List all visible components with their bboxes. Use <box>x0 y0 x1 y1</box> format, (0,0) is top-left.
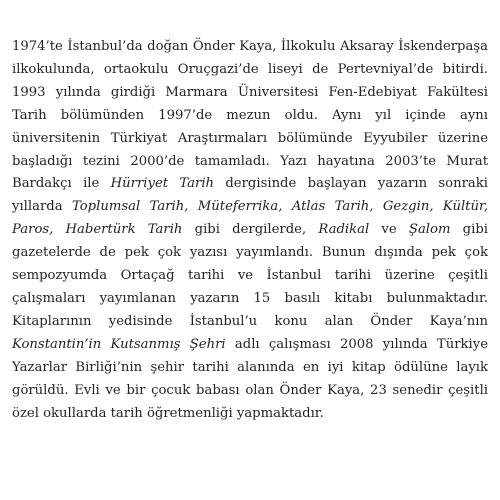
author-biography <box>12 36 488 425</box>
newspaper-title-salom: Şalom <box>408 222 451 238</box>
magazine-titles: Toplumsal Tarih, Müteferrika, Atlas Tarih, Gezgin, Kültür, Paros, Habertürk Tarih <box>12 199 489 238</box>
bio-text: dergisinde başlayan yazarın sonraki yıllarda <box>12 176 488 215</box>
bio-text: gibi gazetelerde de pek çok yazısı yayımlandı. Bunun dışında pek çok sempozyumda Ortaçağ tarihi ve İstanbul tarihi üzerine çeşitli çalışmaları yayımlanan yazarın 15 basılı kitabı bulunmaktadır. Kitaplarının yedisinde İstanbul’u konu alan Önder Kaya’nın <box>12 222 489 329</box>
magazine-title-hurriyet-tarih: Hürriyet Tarih <box>110 176 215 192</box>
bio-text: adlı çalışması 2008 yılında Türkiye Yazarlar Birliği’nin şehir tarihi alanında en iyi kitap ödülüne layık görüldü. Evli ve bir çocuk babası olan Önder Kaya, 23 senedir çeşitli özel okullarda tarih öğretmenliği yapmaktadır. <box>12 336 488 421</box>
book-title: Konstantin’in Kutsanmış Şehri <box>12 336 226 352</box>
bio-text: 1974’te İstanbul’da doğan Önder Kaya, İlkokulu Aksaray İskenderpaşa ilkokulunda, ortaokulu Oruçgazi’de liseyi de Pertevniyal’de bitirdi. 1993 yılında girdiği Marmara Üniversitesi Fen-Edebiyat Fakültesi Tarih bölümünden 1997’de mezun oldu. Aynı yıl içinde aynı üniversitenin Türkiyat Araştırmaları bölümünde Eyyubiler üzerine başladığı tezini 2000’de tamamladı. Yazı hayatına 2003’te Murat Bardakçı ile <box>12 39 488 192</box>
bio-text: gibi dergilerde, <box>182 222 319 238</box>
bio-text: ve <box>369 222 409 238</box>
newspaper-title-radikal: Radikal <box>318 222 370 238</box>
